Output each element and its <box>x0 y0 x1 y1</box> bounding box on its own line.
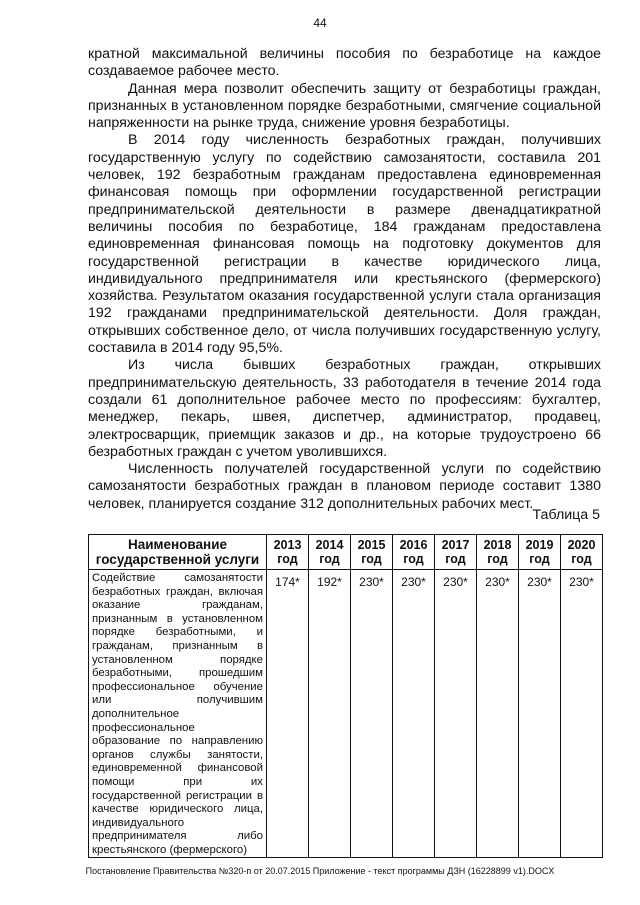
header-year: 2016 <box>399 538 428 552</box>
header-year: 2014 <box>315 538 344 552</box>
paragraph-2: Данная мера позволит обеспечить защиту от безработицы граждан, признанных в установленном порядке безработными, смягчение социальной напряженности на рынке труда, снижение уровня безработицы. <box>88 80 601 132</box>
value-2013: 174* <box>267 570 309 858</box>
header-year: 2013 <box>273 538 302 552</box>
services-table <box>88 534 603 858</box>
header-service-name: Наименование государственной услуги <box>89 535 267 570</box>
header-unit: год <box>487 552 508 566</box>
header-year-2015 <box>351 535 393 570</box>
header-year: 2020 <box>567 538 596 552</box>
header-unit: год <box>529 552 550 566</box>
document-body <box>88 46 601 513</box>
header-year: 2015 <box>357 538 386 552</box>
header-year-2017 <box>435 535 477 570</box>
header-year: 2019 <box>525 538 554 552</box>
table-row <box>89 570 603 858</box>
paragraph-3: В 2014 году численность безработных граждан, получивших государственную услугу по содействию самозанятости, составила 201 человек, 192 безработным гражданам предоставлена единовременная финансовая помощь при оформлении государственной регистрации предпринимательской деятельности в размере двенадцатикратной величины пособия по безработице, 184 гражданам предоставлена единовременная финансовая помощь на подготовку документов для государственной регистрации в качестве юридического лица, индивидуального предпринимателя или крестьянского (фермерского) хозяйства. Результатом оказания государственной услуги стала организация 192 гражданами предпринимательской деятельности. Доля граждан, открывших собственное дело, от числа получивших государственную услугу, составила в 2014 году 95,5%. <box>88 132 601 357</box>
value-2016: 230* <box>393 570 435 858</box>
header-unit: год <box>361 552 382 566</box>
header-year-2019 <box>519 535 561 570</box>
value-2020: 230* <box>561 570 603 858</box>
header-unit: год <box>277 552 298 566</box>
value-2019: 230* <box>519 570 561 858</box>
header-year: 2017 <box>441 538 470 552</box>
table-caption: Таблица 5 <box>532 507 600 523</box>
header-year-2018 <box>477 535 519 570</box>
header-year-2014 <box>309 535 351 570</box>
service-description: Содействие самозанятости безработных граждан, включая оказание гражданам, признанным в установленном порядке безработными, и гражданам, признанным в установленном порядке безработными, прошедшим профессиональное обучение или получившим дополнительное профессиональное образование по направлению органов службы занятости, единовременной финансовой помощи при их государственной регистрации в качестве юридического лица, индивидуального предпринимателя либо крестьянского (фермерского) <box>89 570 267 858</box>
header-unit: год <box>571 552 592 566</box>
table-header-row <box>89 535 603 570</box>
header-unit: год <box>319 552 340 566</box>
document-footer: Постановление Правительства №320-п от 20.07.2015 Приложение - текст программы ДЗН (16228899 v1).DOCX <box>85 866 555 876</box>
paragraph-1: кратной максимальной величины пособия по безработице на каждое создаваемое рабочее место. <box>88 46 601 80</box>
header-year-2020 <box>561 535 603 570</box>
header-year: 2018 <box>483 538 512 552</box>
paragraph-5: Численность получателей государственной услуги по содействию самозанятости безработных граждан в плановом периоде составит 1380 человек, планируется создание 312 дополнительных рабочих мест. <box>88 461 601 512</box>
header-unit: год <box>445 552 466 566</box>
header-unit: год <box>403 552 424 566</box>
value-2018: 230* <box>477 570 519 858</box>
value-2014: 192* <box>309 570 351 858</box>
paragraph-4: Из числа бывших безработных граждан, открывших предпринимательскую деятельность, 33 работодателя в течение 2014 года создали 61 дополнительное рабочее место по профессиям: бухгалтер, менеджер, пекарь, швея, диспетчер, администратор, продавец, электросварщик, приемщик заказов и др., на которые трудоустроено 66 безработных граждан с учетом уволившихся. <box>88 357 601 460</box>
page-number: 44 <box>313 16 327 30</box>
header-year-2013 <box>267 535 309 570</box>
header-year-2016 <box>393 535 435 570</box>
value-2015: 230* <box>351 570 393 858</box>
value-2017: 230* <box>435 570 477 858</box>
